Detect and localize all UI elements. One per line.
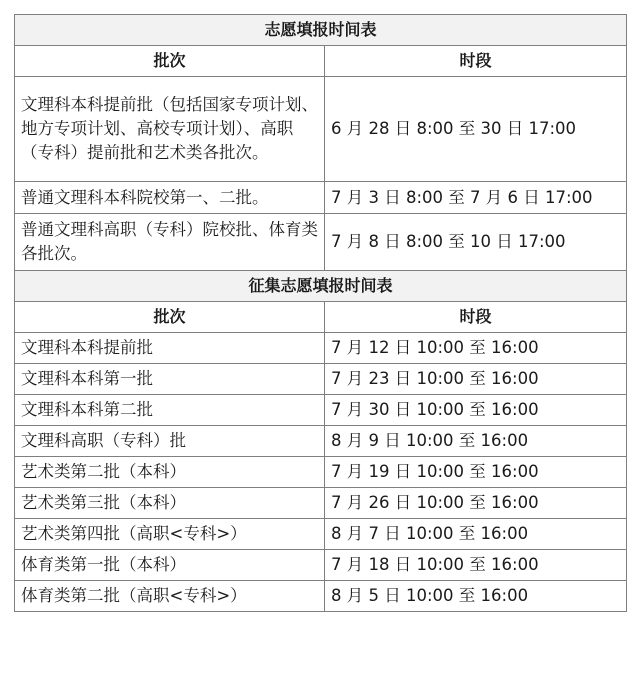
table1-title: 志愿填报时间表 xyxy=(15,15,627,46)
batch-cell: 文理科高职（专科）批 xyxy=(15,426,325,457)
batch-cell: 文理科本科提前批（包括国家专项计划、地方专项计划、高校专项计划）、高职（专科）提前批和艺术类各批次。 xyxy=(15,77,325,182)
table-row xyxy=(15,395,627,426)
table1-title-row xyxy=(15,15,627,46)
period-cell: 7 月 30 日 10:00 至 16:00 xyxy=(325,395,627,426)
period-cell: 7 月 26 日 10:00 至 16:00 xyxy=(325,488,627,519)
period-cell: 7 月 8 日 8:00 至 10 日 17:00 xyxy=(325,214,627,271)
table-row xyxy=(15,550,627,581)
table2-header-row xyxy=(15,302,627,333)
period-cell: 6 月 28 日 8:00 至 30 日 17:00 xyxy=(325,77,627,182)
batch-cell: 文理科本科第一批 xyxy=(15,364,325,395)
period-cell: 8 月 5 日 10:00 至 16:00 xyxy=(325,581,627,612)
schedule-document xyxy=(14,14,626,612)
period-cell: 7 月 12 日 10:00 至 16:00 xyxy=(325,333,627,364)
batch-cell: 体育类第二批（高职<专科>） xyxy=(15,581,325,612)
period-cell: 7 月 3 日 8:00 至 7 月 6 日 17:00 xyxy=(325,182,627,214)
table-row xyxy=(15,519,627,550)
table2-title: 征集志愿填报时间表 xyxy=(15,271,627,302)
batch-cell: 普通文理科本科院校第一、二批。 xyxy=(15,182,325,214)
batch-cell: 艺术类第三批（本科） xyxy=(15,488,325,519)
table-row xyxy=(15,488,627,519)
batch-cell: 艺术类第二批（本科） xyxy=(15,457,325,488)
table-row xyxy=(15,214,627,271)
table1-col-batch: 批次 xyxy=(15,46,325,77)
period-cell: 7 月 19 日 10:00 至 16:00 xyxy=(325,457,627,488)
table1-header-row xyxy=(15,46,627,77)
schedule-table xyxy=(14,14,627,612)
table-row xyxy=(15,333,627,364)
period-cell: 8 月 9 日 10:00 至 16:00 xyxy=(325,426,627,457)
period-cell: 7 月 18 日 10:00 至 16:00 xyxy=(325,550,627,581)
table2-col-batch: 批次 xyxy=(15,302,325,333)
table2-col-period: 时段 xyxy=(325,302,627,333)
table-row xyxy=(15,457,627,488)
table1-col-period: 时段 xyxy=(325,46,627,77)
period-cell: 7 月 23 日 10:00 至 16:00 xyxy=(325,364,627,395)
table-row xyxy=(15,182,627,214)
period-cell: 8 月 7 日 10:00 至 16:00 xyxy=(325,519,627,550)
batch-cell: 体育类第一批（本科） xyxy=(15,550,325,581)
batch-cell: 文理科本科第二批 xyxy=(15,395,325,426)
batch-cell: 文理科本科提前批 xyxy=(15,333,325,364)
table-row xyxy=(15,581,627,612)
table-row xyxy=(15,77,627,182)
table-row xyxy=(15,426,627,457)
batch-cell: 艺术类第四批（高职<专科>） xyxy=(15,519,325,550)
table-row xyxy=(15,364,627,395)
table2-title-row xyxy=(15,271,627,302)
batch-cell: 普通文理科高职（专科）院校批、体育类各批次。 xyxy=(15,214,325,271)
